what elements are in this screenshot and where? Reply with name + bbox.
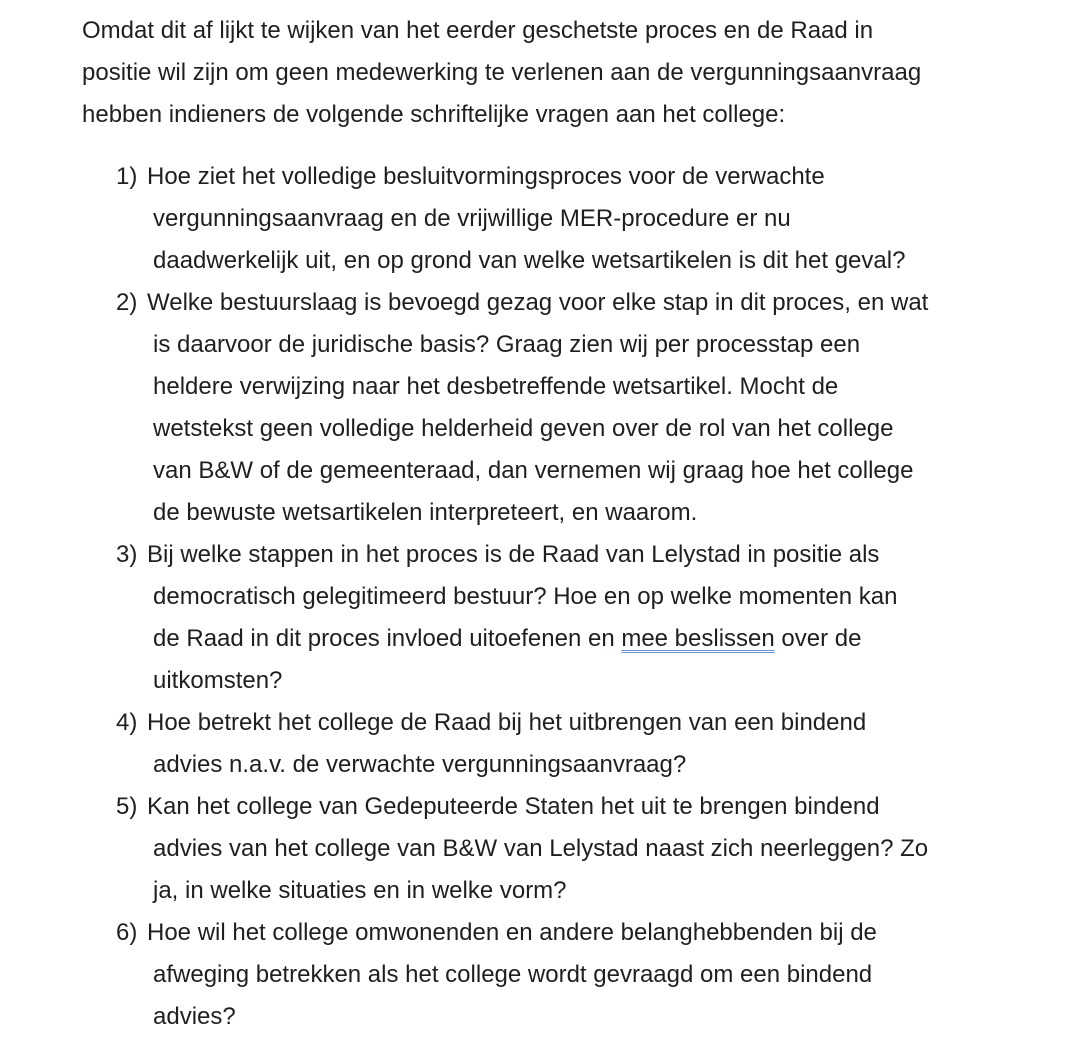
question-text-line: advies n.a.v. de verwachte vergunningsaanvraag? [153, 751, 687, 778]
question-number: 6) [116, 919, 138, 946]
question-text-segment: de Raad in dit proces invloed uitoefenen en [153, 625, 622, 652]
question-text-segment: over de [774, 625, 862, 652]
question-text-line: democratisch gelegitimeerd bestuur? Hoe en op welke momenten kan [153, 583, 898, 610]
question-text-line: daadwerkelijk uit, en op grond van welke wetsartikelen is dit het geval? [153, 247, 906, 274]
question-item-3 [82, 534, 1072, 702]
question-text-line: Hoe ziet het volledige besluitvormingsproces voor de verwachte [147, 163, 825, 190]
question-item-4 [82, 702, 1072, 786]
question-text-line: Bij welke stappen in het proces is de Raad van Lelystad in positie als [147, 541, 880, 568]
document-body [82, 10, 1072, 1038]
question-item-2 [82, 282, 1072, 534]
question-text-line: Hoe wil het college omwonenden en andere belanghebbenden bij de [147, 919, 877, 946]
spellcheck-underlined-phrase[interactable]: mee beslissen [621, 625, 775, 652]
question-text-line: de bewuste wetsartikelen interpreteert, en waarom. [153, 499, 698, 526]
question-item-5 [82, 786, 1072, 912]
question-number: 3) [116, 541, 138, 568]
question-number: 5) [116, 793, 138, 820]
question-number: 1) [116, 163, 138, 190]
question-item-1 [82, 156, 1072, 282]
question-number: 2) [116, 289, 138, 316]
question-text-line: afweging betrekken als het college wordt gevraagd om een bindend [153, 961, 873, 988]
question-text-line: Welke bestuurslaag is bevoegd gezag voor elke stap in dit proces, en wat [147, 289, 929, 316]
question-text-line: wetstekst geen volledige helderheid geven over de rol van het college [153, 415, 894, 442]
intro-paragraph [82, 10, 1072, 136]
question-text-line: heldere verwijzing naar het desbetreffende wetsartikel. Mocht de [153, 373, 839, 400]
question-text-line: advies? [153, 1003, 236, 1030]
question-text-line: Hoe betrekt het college de Raad bij het uitbrengen van een bindend [147, 709, 867, 736]
question-text-line: vergunningsaanvraag en de vrijwillige MER-procedure er nu [153, 205, 791, 232]
question-item-6 [82, 912, 1072, 1038]
question-text-line: ja, in welke situaties en in welke vorm? [153, 877, 567, 904]
question-text-line: van B&W of de gemeenteraad, dan vernemen wij graag hoe het college [153, 457, 914, 484]
intro-line: hebben indieners de volgende schriftelijke vragen aan het college: [82, 101, 786, 128]
intro-line: positie wil zijn om geen medewerking te verlenen aan de vergunningsaanvraag [82, 59, 922, 86]
intro-line: Omdat dit af lijkt te wijken van het eerder geschetste proces en de Raad in [82, 17, 874, 44]
question-text-line: is daarvoor de juridische basis? Graag zien wij per processtap een [153, 331, 861, 358]
question-text-line: Kan het college van Gedeputeerde Staten het uit te brengen bindend [147, 793, 880, 820]
question-text-line: advies van het college van B&W van Lelystad naast zich neerleggen? Zo [153, 835, 929, 862]
question-text-line: uitkomsten? [153, 667, 283, 694]
question-text-line [153, 618, 1072, 660]
question-list [82, 156, 1072, 1038]
question-number: 4) [116, 709, 138, 736]
